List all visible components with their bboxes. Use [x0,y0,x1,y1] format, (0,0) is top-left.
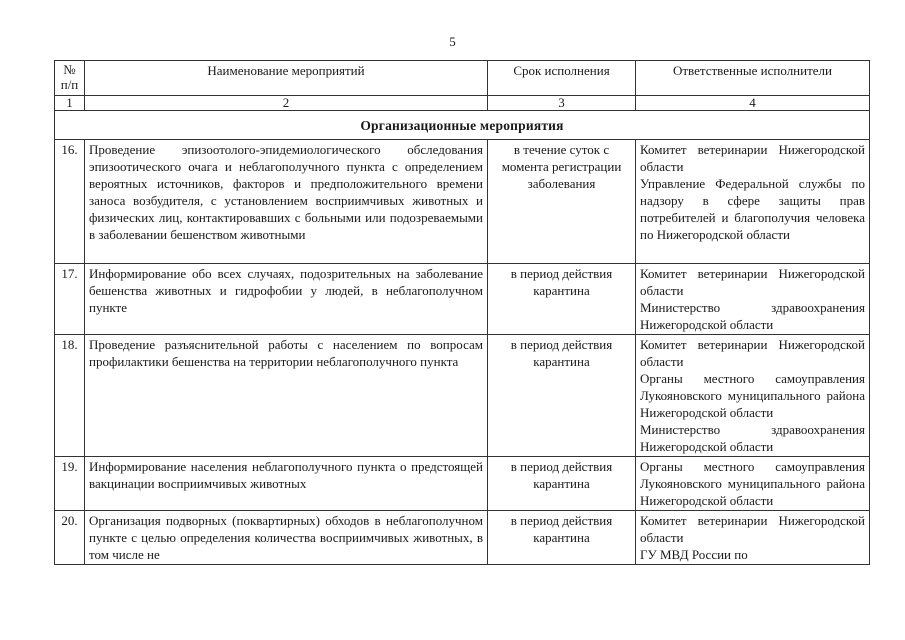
executor: ГУ МВД России по [640,547,748,562]
table-row [55,264,870,335]
page-number: 5 [449,34,456,49]
measure-name [85,457,488,511]
row-number: 18. [55,335,85,457]
measure-name-text: Проведение эпизоотолого-эпидемиологического обследования эпизоотического очага и неблагополучного пункта с определением вероятных источников, факторов и предположительного времени заноса возбудителя, с установлением восприимчивых животных и физических лиц, контактировавших с больными или подозреваемыми в заболевании бешенством животными [89,142,483,242]
column-number: 2 [85,96,488,111]
executor: Управление Федеральной службы по надзору в сфере защиты прав потребителей и благополучия человека по Нижегородской области [640,176,865,242]
section-row [55,111,870,140]
measure-name [85,140,488,264]
section-title: Организационные мероприятия [55,111,870,140]
measure-name [85,511,488,565]
row-number: 17. [55,264,85,335]
header-num: № п/п [55,61,85,96]
executor: Министерство здравоохранения Нижегородской области [640,300,865,332]
measure-name [85,335,488,457]
column-number: 4 [636,96,870,111]
header-term: Срок исполнения [488,61,636,96]
executor: Комитет ветеринарии Нижегородской области [640,266,865,298]
row-number: 19. [55,457,85,511]
measure-name-text: Информирование населения неблагополучного пункта о предстоящей вакцинации восприимчивых животных [89,459,483,491]
executor: Органы местного самоуправления Лукояновского муниципального района Нижегородской области [640,459,865,508]
executor: Министерство здравоохранения Нижегородской области [640,422,865,454]
table-row [55,457,870,511]
column-number: 3 [488,96,636,111]
deadline: в период действия карантина [488,511,636,565]
deadline: в период действия карантина [488,264,636,335]
row-number: 20. [55,511,85,565]
deadline: в период действия карантина [488,335,636,457]
responsible-executors [636,457,870,511]
table-row [55,140,870,264]
table-row [55,335,870,457]
header-row [55,61,870,96]
measure-name [85,264,488,335]
responsible-executors [636,264,870,335]
measure-name-text: Организация подворных (поквартирных) обходов в неблагополучном пункте с целью определения количества восприимчивых животных, в том числе не [89,513,483,562]
measure-name-text: Информирование обо всех случаях, подозрительных на заболевание бешенства животных и гидрофобии у людей, в неблагополучном пункте [89,266,483,315]
executor: Органы местного самоуправления Лукояновского муниципального района Нижегородской области [640,371,865,420]
executor: Комитет ветеринарии Нижегородской области [640,337,865,369]
executor: Комитет ветеринарии Нижегородской области [640,142,865,174]
responsible-executors [636,511,870,565]
header-name: Наименование мероприятий [85,61,488,96]
column-number: 1 [55,96,85,111]
deadline: в течение суток с момента регистрации заболевания [488,140,636,264]
column-number-row [55,96,870,111]
header-responsible: Ответственные исполнители [636,61,870,96]
table-row [55,511,870,565]
executor: Комитет ветеринарии Нижегородской области [640,513,865,545]
measure-name-text: Проведение разъяснительной работы с населением по вопросам профилактики бешенства на территории неблагополучного пункта [89,337,483,369]
responsible-executors [636,335,870,457]
row-number: 16. [55,140,85,264]
responsible-executors [636,140,870,264]
measures-table [54,60,870,565]
deadline: в период действия карантина [488,457,636,511]
